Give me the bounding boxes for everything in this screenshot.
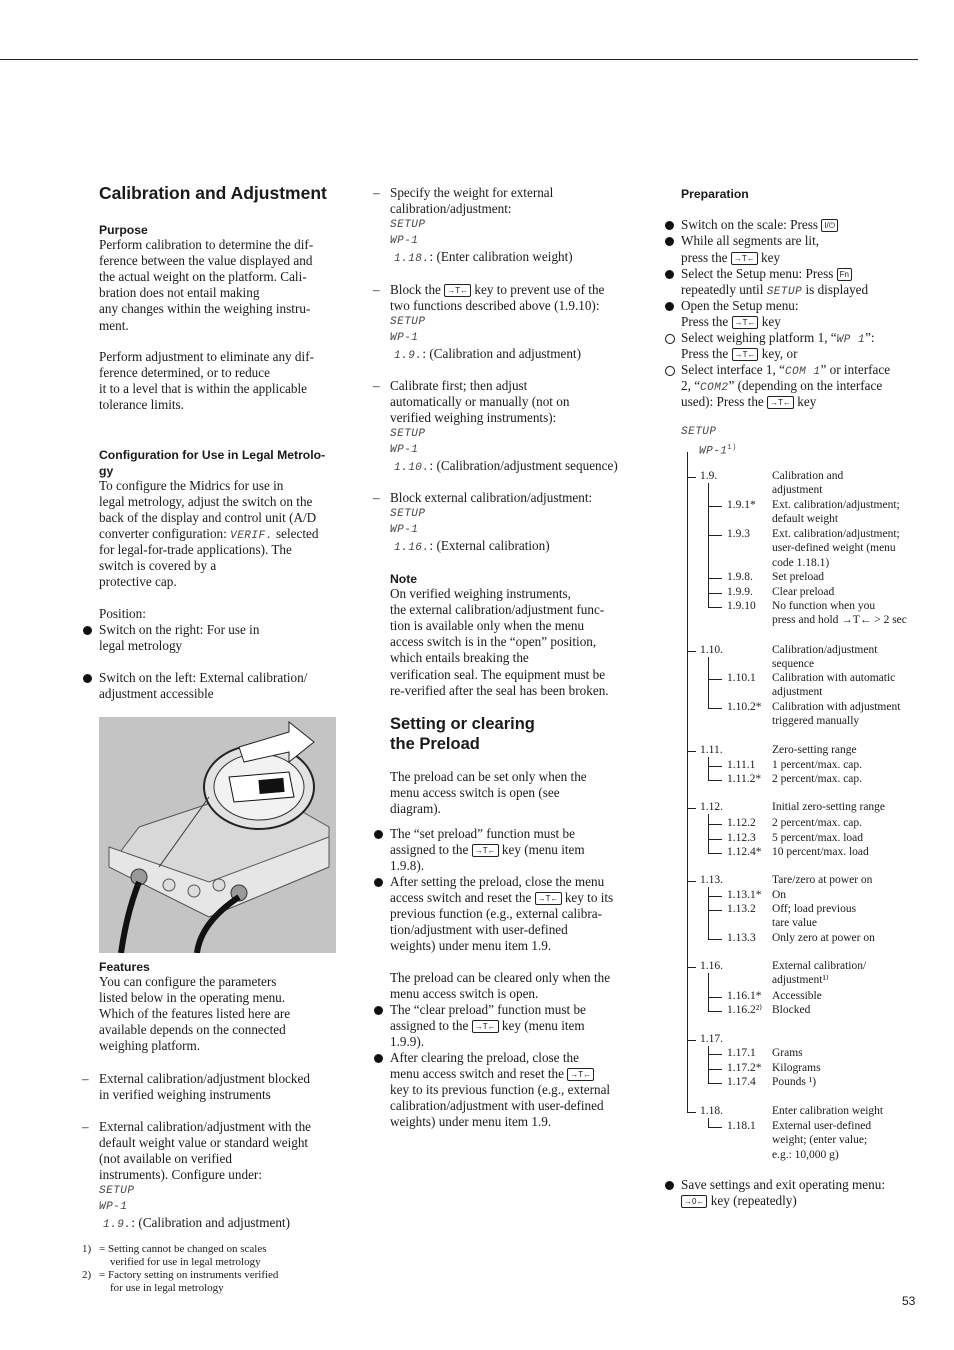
text-line: the external calibration/adjustment func-: [390, 602, 605, 618]
text-line: The preload can be cleared only when the: [390, 970, 611, 985]
menu-code: 1.18.1: [727, 1120, 756, 1132]
tree-branch: [708, 780, 722, 781]
text-line: for legal-for-trade applications). The: [99, 542, 292, 557]
text-line: Which of the features listed here are: [99, 1006, 291, 1022]
tree-branch: [708, 997, 722, 998]
tree-branch: [708, 839, 722, 840]
tree-branch: [708, 939, 722, 940]
text-line: key to its previous function (e.g., external: [390, 1082, 611, 1097]
config-heading-cont: gy: [99, 464, 114, 478]
tare-key-icon: →T←: [567, 1068, 594, 1081]
menu-code: 1.16.1*: [727, 990, 762, 1002]
menu-description: External user-defined: [772, 1120, 872, 1132]
lcd-wp1: WP-1: [390, 444, 419, 456]
menu-description: Calibration with automatic: [772, 672, 896, 684]
lcd-setup: SETUP: [390, 219, 426, 231]
after-set-line-2: access switch and reset the →T← key to its: [390, 890, 614, 905]
text-line: External calibration/adjustment with the: [99, 1119, 312, 1134]
menu-description: Kilograms: [772, 1062, 821, 1074]
tree-branch: [708, 1127, 722, 1128]
bullet-icon: [665, 270, 674, 279]
features-heading: Features: [99, 960, 150, 974]
tree-subtrunk: [708, 1118, 709, 1127]
section-title: Calibration and Adjustment: [99, 183, 327, 203]
menu-code: 1.10.2*: [727, 701, 762, 713]
bullet-icon: [83, 626, 92, 635]
tree-subtrunk: [708, 757, 709, 780]
menu-code: 1.12.2: [727, 817, 756, 829]
tare-key-icon: →T←: [535, 892, 562, 905]
text-line: instruments). Configure under:: [99, 1167, 262, 1183]
tree-branch: [708, 910, 722, 911]
after-set-line: After setting the preload, close the menu: [390, 874, 605, 889]
prep-step-6c: used): Press the →T← key: [681, 394, 817, 409]
tree-branch: [708, 593, 722, 594]
menu-description: adjustment¹⁾: [772, 974, 829, 987]
text-line: Specify the weight for external: [390, 185, 554, 200]
tree-branch: [687, 1040, 696, 1041]
prep-step-2b: press the →T← key: [681, 250, 781, 265]
text-line: previous function (e.g., external calibra-: [390, 906, 603, 921]
menu-description: External calibration/: [772, 960, 867, 972]
menu-code-line: 1.9.: (Calibration and adjustment): [103, 1215, 290, 1231]
tare-key-icon: →T←: [732, 316, 759, 329]
text-line: verified weighing instruments):: [390, 410, 557, 426]
menu-code: 1.9.1*: [727, 499, 756, 511]
text-line: re-verified after the seal has been broken.: [390, 682, 609, 698]
config-heading: Configuration for Use in Legal Metrolo-: [99, 448, 326, 462]
tree-branch: [708, 607, 722, 608]
text-line: (not available on verified: [99, 1151, 232, 1167]
tree-branch: [708, 506, 722, 507]
position-label: Position:: [99, 606, 146, 621]
tree-branch: [708, 1054, 722, 1055]
menu-code: 1.18.: [700, 1105, 723, 1117]
prep-step-4b: Press the →T← key: [681, 314, 781, 329]
text-line: On verified weighing instruments,: [390, 586, 571, 601]
bullet-icon: [374, 1006, 383, 1015]
text-line: calibration/adjustment:: [390, 201, 512, 217]
bullet-icon: [374, 1054, 383, 1063]
menu-description: Set preload: [772, 571, 825, 583]
set-preload-line-3: 1.9.8).: [390, 858, 425, 873]
tare-key-icon: →T←: [767, 396, 794, 409]
text-line: it to a level that is within the applicable: [99, 381, 308, 397]
tree-branch: [708, 1011, 722, 1012]
zero-key-icon: →0←: [681, 1195, 707, 1208]
menu-description: Pounds ¹): [772, 1076, 817, 1088]
block-key-line: Block the →T← key to prevent use of the: [390, 282, 605, 297]
after-clear-line: After clearing the preload, close the: [390, 1050, 579, 1065]
menu-description: Zero-setting range: [772, 744, 857, 756]
save-line: Save settings and exit operating menu:: [681, 1177, 885, 1192]
menu-description: 10 percent/max. load: [772, 846, 869, 858]
text-line: The preload can be set only when the: [390, 769, 587, 784]
menu-description: Off; load previous: [772, 903, 857, 915]
menu-description: Ext. calibration/adjustment;: [772, 528, 900, 540]
preload-title-2: the Preload: [390, 735, 480, 753]
dash-mark: –: [373, 490, 380, 505]
preload-title: Setting or clearing: [390, 715, 535, 733]
lcd-wp1: WP-1$^{1)}$: [699, 444, 737, 458]
tree-branch: [708, 535, 722, 536]
footnote-text: = Factory setting on instruments verified: [99, 1269, 279, 1281]
bullet-icon: [374, 878, 383, 887]
text-line: listed below in the operating menu.: [99, 990, 286, 1006]
menu-code: 1.17.: [700, 1033, 723, 1045]
menu-description: press and hold →T← > 2 sec: [772, 614, 907, 627]
set-preload-line: The “set preload” function must be: [390, 826, 575, 841]
text-line: protective cap.: [99, 574, 177, 590]
menu-description: 5 percent/max. load: [772, 832, 864, 844]
prep-step-2: While all segments are lit,: [681, 233, 820, 248]
tree-subtrunk: [708, 887, 709, 939]
menu-description: code 1.18.1): [772, 556, 830, 569]
menu-code: 1.16.2²⁾: [727, 1004, 763, 1016]
menu-code: 1.17.1: [727, 1047, 756, 1059]
text-line: Perform calibration to determine the dif-: [99, 237, 314, 252]
menu-code: 1.11.: [700, 744, 723, 756]
dash-mark: –: [373, 185, 380, 200]
tare-key-icon: →T←: [732, 348, 759, 361]
tree-branch: [687, 881, 696, 882]
text-line: switch is covered by a: [99, 558, 217, 574]
preparation-heading: Preparation: [681, 187, 749, 201]
menu-code: 1.9.: [700, 470, 718, 482]
text-line: weights) under menu item 1.9.: [390, 1114, 552, 1130]
menu-description: user-defined weight (menu: [772, 542, 896, 555]
lcd-setup: SETUP: [99, 1185, 135, 1197]
dash-mark: –: [82, 1071, 89, 1086]
open-bullet-icon: [665, 334, 675, 344]
menu-description: No function when you: [772, 600, 876, 612]
tree-subtrunk: [708, 973, 709, 1011]
lcd-wp1: WP-1: [99, 1201, 128, 1213]
lcd-setup: SETUP: [390, 508, 426, 520]
footnote-mark: 2): [82, 1269, 92, 1281]
menu-description: triggered manually: [772, 715, 860, 728]
set-preload-line-2: assigned to the →T← key (menu item: [390, 842, 585, 857]
tree-branch: [708, 766, 722, 767]
menu-description: Ext. calibration/adjustment;: [772, 499, 900, 511]
menu-code: 1.10.1: [727, 672, 756, 684]
text-line: tolerance limits.: [99, 397, 184, 413]
text-line: which entails breaking the: [390, 650, 529, 666]
tree-branch: [687, 477, 696, 478]
top-rule: [0, 59, 918, 60]
bullet-icon: [665, 237, 674, 246]
tare-key-icon: →T←: [472, 844, 499, 857]
menu-description: Tare/zero at power on: [772, 874, 873, 886]
footnote-text: for use in legal metrology: [110, 1281, 224, 1294]
menu-description: Accessible: [772, 990, 822, 1002]
text-line: verification seal. The equipment must be: [390, 666, 606, 682]
lcd-setup: SETUP: [681, 426, 717, 438]
switch-photo: [99, 717, 336, 953]
prep-step-3b: repeatedly until SETUP is displayed: [681, 282, 869, 298]
tree-branch: [687, 651, 696, 652]
menu-description: adjustment: [772, 484, 823, 497]
tree-branch: [687, 751, 696, 752]
text-line: any changes within the weighing instru-: [99, 301, 311, 317]
bullet-icon: [665, 221, 674, 230]
menu-code: 1.13.2: [727, 903, 756, 915]
prep-step-5: Select weighing platform 1, “WP 1”:: [681, 330, 875, 346]
open-bullet-icon: [665, 366, 675, 376]
purpose-heading: Purpose: [99, 223, 148, 237]
tree-branch: [708, 896, 722, 897]
lcd-verif: VERIF.: [230, 530, 273, 542]
tree-branch: [687, 808, 696, 809]
block-external-line: Block external calibration/adjustment:: [390, 490, 593, 505]
text-line: diagram).: [390, 801, 441, 817]
menu-description: e.g.: 10,000 g): [772, 1148, 839, 1161]
dash-mark: –: [82, 1119, 89, 1134]
bullet-icon: [665, 1181, 674, 1190]
text-line: You can configure the parameters: [99, 974, 277, 989]
text-line: default weight value or standard weight: [99, 1135, 309, 1151]
text-line: Perform adjustment to eliminate any dif-: [99, 349, 314, 364]
menu-code: 1.13.3: [727, 932, 756, 944]
tree-branch: [708, 708, 722, 709]
text-line: adjustment accessible: [99, 686, 214, 702]
clear-preload-line-3: 1.9.9).: [390, 1034, 425, 1049]
menu-code-line: 1.10.: (Calibration/adjustment sequence): [394, 458, 618, 474]
menu-description: default weight: [772, 513, 839, 526]
dash-mark: –: [373, 378, 380, 393]
menu-code: 1.11.1: [727, 759, 756, 771]
menu-code: 1.10.: [700, 644, 723, 656]
prep-step-6: Select interface 1, “COM 1” or interface: [681, 362, 891, 378]
lcd-wp1: WP-1: [390, 235, 419, 247]
tree-subtrunk: [708, 483, 709, 607]
text-line: ference determined, or to reduce: [99, 365, 270, 381]
menu-description: 1 percent/max. cap.: [772, 759, 863, 771]
menu-description: Calibration with adjustment: [772, 701, 901, 713]
menu-code: 1.9.9.: [727, 586, 753, 598]
menu-code: 1.16.: [700, 960, 723, 972]
menu-code-line: 1.16.: (External calibration): [394, 538, 550, 554]
save-line-2: →0← key (repeatedly): [681, 1193, 797, 1209]
tree-subtrunk: [708, 814, 709, 853]
tree-subtrunk: [708, 657, 709, 708]
text-line: calibration/adjustment with user-defined: [390, 1098, 604, 1114]
clear-preload-line-2: assigned to the →T← key (menu item: [390, 1018, 585, 1033]
menu-description: tare value: [772, 917, 818, 930]
menu-description: 2 percent/max. cap.: [772, 817, 863, 829]
prep-step-4: Open the Setup menu:: [681, 298, 799, 313]
menu-description: Calibration and: [772, 470, 844, 482]
text-line: menu access switch is open (see: [390, 785, 560, 801]
menu-description: Grams: [772, 1047, 803, 1059]
clear-preload-line: The “clear preload” function must be: [390, 1002, 586, 1017]
menu-description: Enter calibration weight: [772, 1105, 884, 1117]
text-line: in verified weighing instruments: [99, 1087, 271, 1103]
footnote-mark: 1): [82, 1243, 92, 1255]
menu-description: Calibration/adjustment: [772, 644, 878, 656]
lcd-wp1: WP-1: [390, 524, 419, 536]
text-line: tion/adjustment with user-defined: [390, 922, 568, 938]
menu-description: sequence: [772, 658, 815, 671]
config-line-verif: converter configuration: VERIF. selected: [99, 526, 319, 542]
footnote-text: verified for use in legal metrology: [110, 1255, 261, 1268]
text-line: automatically or manually (not on: [390, 394, 570, 410]
text-line: Switch on the right: For use in: [99, 622, 260, 637]
display-unit-illustration: [99, 717, 336, 953]
text-line: Switch on the left: External calibration/: [99, 670, 308, 685]
bullet-icon: [83, 674, 92, 683]
page-number: 53: [902, 1294, 916, 1308]
text-line: back of the display and control unit (A/D: [99, 510, 317, 526]
menu-code: 1.17.2*: [727, 1062, 762, 1074]
text-line: tion is available only when the menu: [390, 618, 585, 634]
menu-code: 1.17.4: [727, 1076, 756, 1088]
tree-branch: [687, 967, 696, 968]
menu-code: 1.12.3: [727, 832, 756, 844]
menu-code: 1.13.: [700, 874, 723, 886]
lcd-setup: SETUP: [390, 316, 426, 328]
text-line: menu access switch is open.: [390, 986, 539, 1002]
bullet-icon: [374, 830, 383, 839]
menu-code: 1.11.2*: [727, 773, 762, 785]
lcd-wp1: WP-1: [390, 332, 419, 344]
tree-branch: [708, 824, 722, 825]
text-line: ment.: [99, 317, 129, 333]
text-line: bration does not entail making: [99, 285, 260, 301]
block-key-line-2: two functions described above (1.9.10):: [390, 298, 600, 313]
menu-code-line: 1.9.: (Calibration and adjustment): [394, 346, 581, 362]
tree-branch: [708, 853, 722, 854]
menu-description: Clear preload: [772, 586, 835, 598]
text-line: ference between the value displayed and: [99, 253, 313, 269]
tree-subtrunk: [708, 1046, 709, 1083]
prep-step-1: Switch on the scale: Press I/⏻: [681, 217, 838, 233]
fn-key-icon: Fn: [837, 268, 852, 281]
dash-mark: –: [373, 282, 380, 297]
bullet-icon: [665, 302, 674, 311]
tree-branch: [708, 578, 722, 579]
menu-code: 1.9.10: [727, 600, 756, 612]
text-line: Calibrate first; then adjust: [390, 378, 528, 393]
menu-description: adjustment: [772, 686, 823, 699]
tare-key-icon: →T←: [731, 252, 758, 265]
tree-branch: [708, 1069, 722, 1070]
text-line: To configure the Midrics for use in: [99, 478, 284, 493]
footnote-text: = Setting cannot be changed on scales: [99, 1243, 267, 1255]
text-line: available depends on the connected: [99, 1022, 286, 1038]
tree-branch: [708, 679, 722, 680]
menu-code: 1.12.4*: [727, 846, 762, 858]
tree-trunk: [687, 452, 688, 1112]
menu-description: On: [772, 889, 787, 901]
lcd-setup: SETUP: [390, 428, 426, 440]
prep-step-3: Select the Setup menu: Press Fn: [681, 266, 852, 282]
tare-key-icon: →T←: [444, 284, 471, 297]
menu-description: Blocked: [772, 1004, 811, 1016]
menu-description: weight; (enter value;: [772, 1134, 868, 1147]
tree-branch: [708, 1083, 722, 1084]
tare-key-icon: →T←: [472, 1020, 499, 1033]
prep-step-6b: 2, “COM2” (depending on the interface: [681, 378, 883, 394]
after-clear-line-2: menu access switch and reset the →T←: [390, 1066, 594, 1082]
menu-description: Only zero at power on: [772, 932, 875, 944]
text-line: weights) under menu item 1.9.: [390, 938, 552, 954]
menu-code: 1.9.8.: [727, 571, 753, 583]
power-key-icon: I/⏻: [821, 219, 838, 232]
menu-code: 1.9.3: [727, 528, 750, 540]
text-line: the actual weight on the platform. Cali-: [99, 269, 307, 285]
menu-code-line: 1.18.: (Enter calibration weight): [394, 249, 573, 265]
menu-description: Initial zero-setting range: [772, 801, 886, 813]
text-line: weighing platform.: [99, 1038, 201, 1054]
menu-description: 2 percent/max. cap.: [772, 773, 863, 785]
tree-branch: [687, 1112, 696, 1113]
text-line: legal metrology, adjust the switch on the: [99, 494, 313, 510]
prep-step-5b: Press the →T← key, or: [681, 346, 798, 361]
note-heading: Note: [390, 572, 418, 586]
text-line: External calibration/adjustment blocked: [99, 1071, 310, 1086]
menu-code: 1.13.1*: [727, 889, 762, 901]
text-line: access switch is in the “open” position,: [390, 634, 597, 650]
text-line: legal metrology: [99, 638, 183, 654]
menu-code: 1.12.: [700, 801, 723, 813]
